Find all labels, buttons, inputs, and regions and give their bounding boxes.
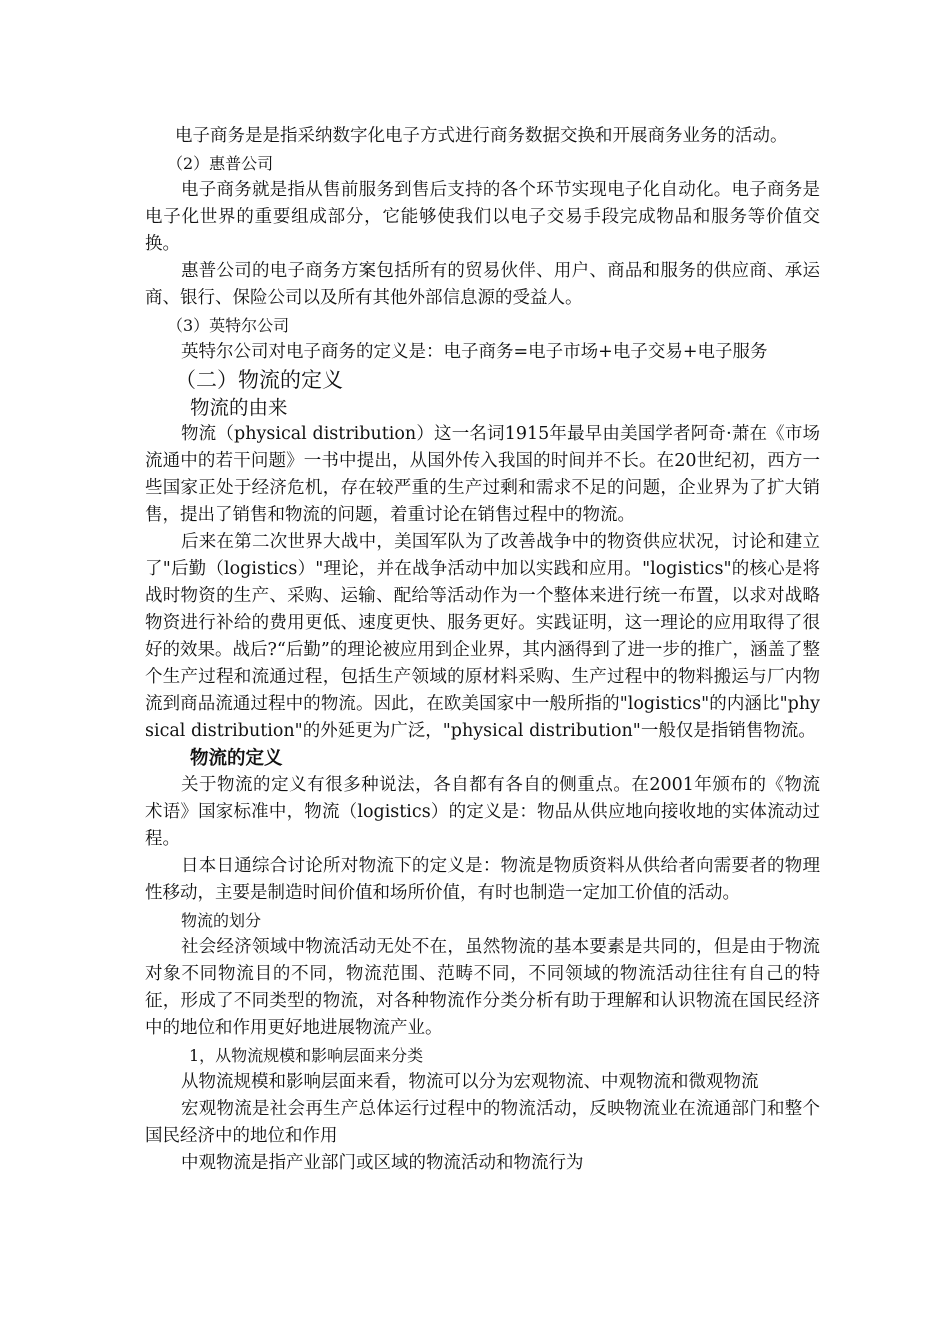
paragraph-definition-2: 日本日通综合讨论所对物流下的定义是：物流是物质资料从供给者向需要者的物理性移动，主要是制造时间价值和场所价值，有时也制造一定加工价值的活动。: [145, 856, 820, 903]
paragraph-definition-1: 关于物流的定义有很多种说法，各自都有各自的侧重点。在2001年颁布的《物流术语》国家标准中，物流（logistics）的定义是：物品从供应地向接收地的实体流动过程。: [145, 775, 820, 849]
paragraph-division: 社会经济领域中物流活动无处不在，虽然物流的基本要素是共同的，但是由于物流对象不同物流目的不同，物流范围、范畴不同，不同领域的物流活动往往有自己的特征，形成了不同类型的物流，对各种物流作分类分析有助于理解和认识物流在国民经济中的地位和作用更好地进展物流产业。: [145, 937, 820, 1038]
paragraph-origin-2: 后来在第二次世界大战中，美国军队为了改善战争中的物资供应状况，讨论和建立了"后勤（logistics）"理论，并在战争活动中加以实践和应用。"logistics"的核心是将战时物资的生产、采购、运输、配给等活动作为一个整体来进行统一布置，以求对战略物资进行补给的费用更低、速度更快、服务更好。实践证明，这一理论的应用取得了很好的效果。战后?“后勤”的理论被应用到企业界，其内涵得到了进一步的推广，涵盖了整个生产过程和流通过程，包括生产领域的原材料采购、生产过程中的物料搬运与厂内物流到商品流通过程中的物流。因此，在欧美国家中一般所指的"logistics"的内涵比"physical distribution"的外延更为广泛，"physical distribution"一般仅是指销售物流。: [145, 532, 820, 741]
heading-classification: 1，从物流规模和影响层面来分类: [189, 1046, 424, 1065]
document-body: [145, 123, 820, 1177]
subsection-title-origin: 物流的由来: [190, 396, 288, 419]
paragraph-hp-2: 惠普公司的电子商务方案包括所有的贸易伙伴、用户、商品和服务的供应商、承运商、银行、保险公司以及所有其他外部信息源的受益人。: [145, 261, 820, 308]
heading-division: 物流的划分: [181, 911, 262, 930]
paragraph-ecommerce-definition: 电子商务是是指采纳数字化电子方式进行商务数据交换和开展商务业务的活动。: [175, 126, 788, 146]
heading-intel: （3）英特尔公司: [167, 316, 290, 335]
paragraph-origin-1: 物流（physical distribution）这一名词1915年最早由美国学者阿奇·萧在《市场流通中的若干问题》一书中提出，从国外传入我国的时间并不长。在20世纪初，西方一些国家正处于经济危机，存在较严重的生产过剩和需求不足的问题，企业界为了扩大销售，提出了销售和物流的问题，着重讨论在销售过程中的物流。: [145, 424, 820, 525]
paragraph-meso-logistics: 中观物流是指产业部门或区域的物流活动和物流行为: [181, 1153, 584, 1173]
section-title-logistics-definition: （二）物流的定义: [175, 368, 343, 392]
paragraph-intel: 英特尔公司对电子商务的定义是：电子商务=电子市场+电子交易+电子服务: [181, 342, 768, 362]
paragraph-hp-1: 电子商务就是指从售前服务到售后支持的各个环节实现电子化自动化。电子商务是电子化世界的重要组成部分，它能够使我们以电子交易手段完成物品和服务等价值交换。: [145, 180, 820, 254]
paragraph-classification: 从物流规模和影响层面来看，物流可以分为宏观物流、中观物流和微观物流: [181, 1072, 759, 1092]
paragraph-macro-logistics: 宏观物流是社会再生产总体运行过程中的物流活动，反映物流业在流通部门和整个国民经济中的地位和作用: [145, 1099, 820, 1146]
subsection-title-definition: 物流的定义: [190, 748, 283, 769]
heading-hp: （2）惠普公司: [167, 154, 274, 173]
